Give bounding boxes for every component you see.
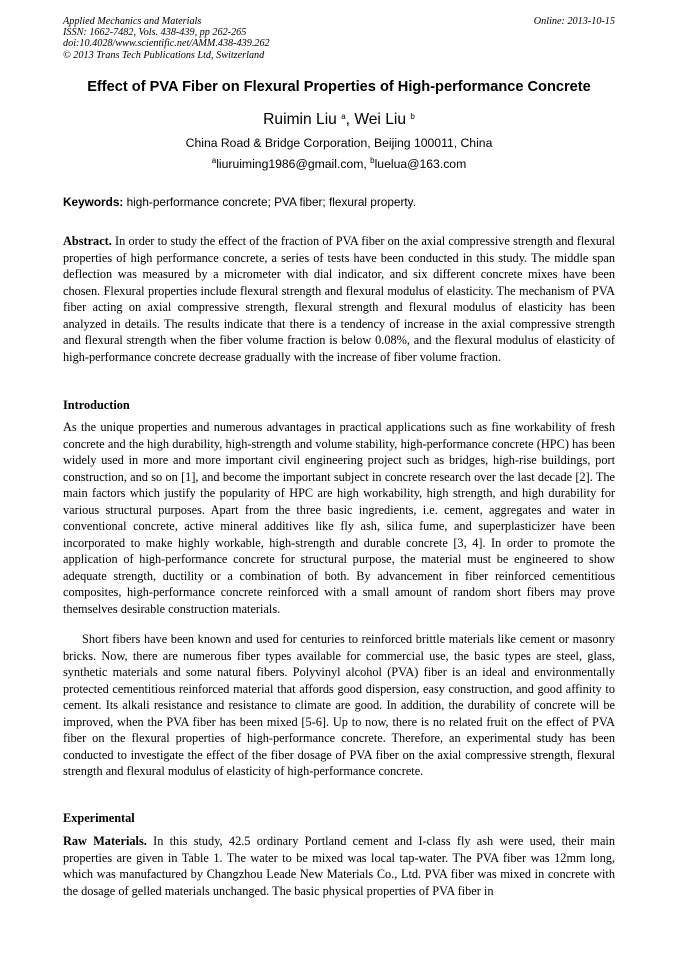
raw-materials-label: Raw Materials.: [63, 834, 147, 848]
email-mark: b: [370, 156, 375, 165]
online-date: Online: 2013-10-15: [533, 16, 615, 27]
intro-paragraph-2: Short fibers have been known and used for centuries to reinforced brittle materials like cement or masonry bricks. Now, there are numerous fiber types available for commercial use, the basic types are steel, glass, synthetic materials and some natural fibers. Polyvinyl alcohol (PVA) fiber is an ideal and environmentally protected cementitious reinforced material that affords good dispersion, easy construction, and good affinity to cement. Its alkali resistance and resistance to climate are good. In addition, the durability of concrete will be improved, when the PVA fiber has been mixed [5-6]. Up to now, there is no related fruit on the effect of PVA fiber on the flexural properties of high-performance concrete. Therefore, an experimental study has been conducted to investigate the effect of the fiber dosage of PVA fiber on the axial compressive strength, flexural strength and flexural modulus of elasticity of high-performance concrete.: [63, 632, 615, 778]
keywords-text: high-performance concrete; PVA fiber; flexural property.: [126, 195, 416, 209]
author-name: Wei Liu: [354, 111, 407, 128]
author-separator: ,: [345, 111, 355, 128]
affiliation: China Road & Bridge Corporation, Beijing 100011, China: [185, 136, 493, 150]
keywords-label: Keywords:: [63, 195, 124, 209]
section-heading-introduction: Introduction: [63, 398, 130, 412]
abstract-text: In order to study the effect of the fraction of PVA fiber on the axial compressive strength and flexural properties of high performance concrete, a series of tests have been conducted in this study. The middle span deflection was measured by a micrometer with dial indicator, and six different concrete mixes have been chosen. Flexural properties include flexural strength and flexural modulus of elasticity. The mechanism of PVA fiber acting on axial compressive strength, flexural strength and flexural modulus of elasticity has been analyzed in details. The results indicate that there is a tendency of increase in the axial compressive strength and flexural strength when the fiber volume fraction is below 0.08%, and the flexural modulus of elasticity of high-performance concrete decrease gradually with the increase of fiber volume fraction.: [63, 234, 615, 364]
email-mark: a: [211, 156, 217, 165]
author-affil-mark: a: [341, 112, 346, 121]
raw-materials-text: In this study, 42.5 ordinary Portland cement and I-class fly ash were used, their main properties are given in Table 1. The water to be mixed was local tap-water. The PVA fiber was 12mm long, which was manufactured by Changzhou Leade New Materials Co., Ltd. PVA fiber was mixed in concrete with the dosage of gelled materials unchanged. The basic physical properties of PVA fiber in: [63, 834, 615, 898]
journal-name: Applied Mechanics and Materials: [63, 16, 202, 27]
paper-title: Effect of PVA Fiber on Flexural Properties of High-performance Concrete: [87, 79, 591, 95]
author-emails: [0, 157, 678, 171]
abstract: [63, 233, 615, 365]
journal-issn: ISSN: 1662-7482, Vols. 438-439, pp 262-265: [63, 27, 247, 39]
email-link[interactable]: luelua@163.com: [374, 157, 467, 171]
author-affil-mark: b: [410, 112, 415, 121]
journal-doi: doi:10.4028/www.scientific.net/AMM.438-439.262: [63, 38, 270, 50]
author-name: Ruimin Liu: [263, 111, 337, 128]
intro-paragraph-1: As the unique properties and numerous advantages in practical applications such as fine workability of fresh concrete and the high durability, high-strength and volume stability, high-performance concrete (HPC) has been widely used in more and more important civil engineering project such as bridges, high-rise buildings, port construction, and so on [1], and become the important subject in concrete research over the last decade [2]. The main factors which justify the popularity of HPC are high workability, high strength, and high durability for various structural purposes. Apart from the three basic ingredients, i.e. cement, aggregates and water in conventional concrete, active mineral additives like fly ash, silica fume, and superplasticizer have been incorporated to make highly workable, high-strength and durable concrete [3, 4]. In order to promote the application of high-performance concrete for structural purpose, the material must be engineered to show adequate strength, ductility or a combination of both. By advancement in fiber reinforced cementitious composites, high-performance concrete reinforced with a small amount of random short fibers may prove themselves desirable construction materials.: [63, 420, 615, 616]
author-line: [0, 111, 678, 129]
abstract-label: Abstract.: [63, 234, 112, 248]
journal-header: [63, 16, 615, 61]
experimental-paragraph: [63, 833, 615, 899]
section-heading-experimental: Experimental: [63, 811, 135, 825]
journal-copyright: © 2013 Trans Tech Publications Ltd, Switzerland: [63, 49, 265, 61]
email-link[interactable]: liuruiming1986@gmail.com,: [216, 157, 371, 171]
keywords: [63, 195, 615, 209]
